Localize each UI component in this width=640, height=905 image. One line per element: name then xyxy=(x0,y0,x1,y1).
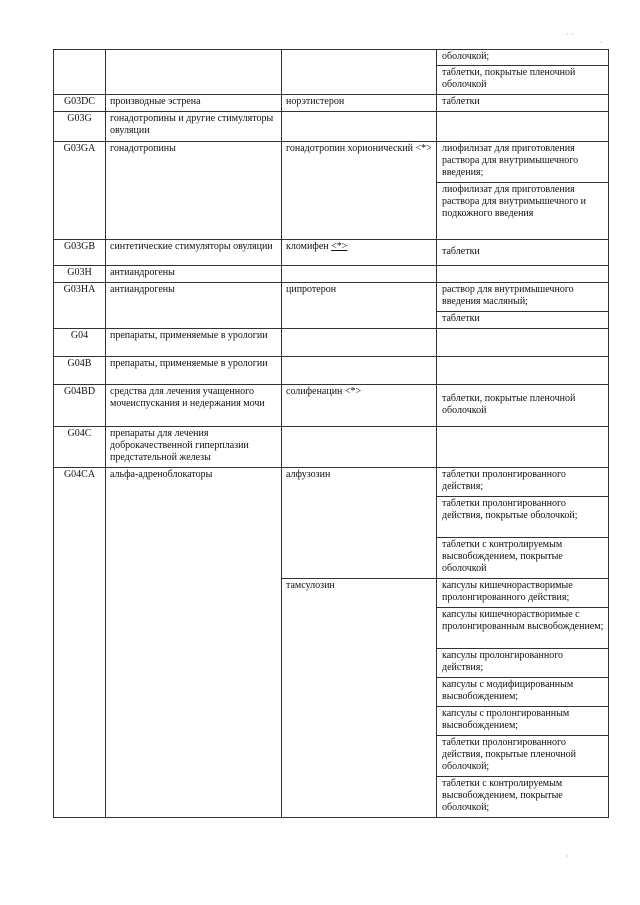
group-cell: средства для лечения учащенного мочеиспускания и недержания мочи xyxy=(106,385,282,427)
atc-code-cell: G04CA xyxy=(54,468,106,579)
drug-cell xyxy=(282,329,437,357)
table-row xyxy=(54,385,609,427)
drug-cell: солифенацин <*> xyxy=(282,385,437,427)
table-row xyxy=(54,142,609,240)
dosage-forms-cell xyxy=(437,427,609,468)
dosage-form-item: таблетки xyxy=(442,96,480,107)
scan-speck: · xyxy=(566,852,569,861)
table-row xyxy=(54,112,609,142)
drug-cell xyxy=(282,50,437,95)
dosage-forms-cell xyxy=(437,357,609,385)
atc-code-cell: G03HA xyxy=(54,283,106,329)
dosage-form-item xyxy=(437,357,608,359)
dosage-forms-cell xyxy=(437,468,609,579)
scan-speck: · xyxy=(600,38,603,47)
dosage-form-item: капсулы с пролонгированным высвобождением; xyxy=(437,706,608,735)
dosage-forms-cell xyxy=(437,283,609,329)
dosage-form-item: таблетки с контролируемым высвобождением, покрытые оболочкой xyxy=(437,537,608,578)
table-row xyxy=(54,427,609,468)
drug-cell xyxy=(282,240,437,266)
table-row xyxy=(54,240,609,266)
dosage-form-item: таблетки xyxy=(442,246,480,257)
group-cell: синтетические стимуляторы овуляции xyxy=(106,240,282,266)
atc-code-cell xyxy=(54,50,106,95)
dosage-form-item: капсулы пролонгированного действия; xyxy=(437,648,608,677)
atc-code-cell: G04 xyxy=(54,329,106,357)
dosage-form-item: лиофилизат для приготовления раствора для внутримышечного введения; xyxy=(442,143,579,178)
drug-table xyxy=(53,49,609,818)
table-row xyxy=(54,266,609,283)
table-row xyxy=(54,283,609,329)
atc-code-cell: G03DC xyxy=(54,95,106,112)
table-row xyxy=(54,329,609,357)
group-cell: препараты для лечения доброкачественной гиперплазии предстательной железы xyxy=(106,427,282,468)
dosage-form-item: таблетки, покрытые пленочной оболочкой xyxy=(442,393,576,416)
dosage-form-item: таблетки, покрытые пленочной оболочкой xyxy=(437,65,608,94)
footnote-mark: <*> xyxy=(331,241,348,252)
atc-code-cell: G03GA xyxy=(54,142,106,240)
group-cell xyxy=(106,579,282,818)
drug-cell: алфузозин xyxy=(282,468,437,579)
dosage-form-item: таблетки пролонгированного действия, покрытые пленочной оболочкой; xyxy=(437,735,608,776)
dosage-form-item: таблетки с контролируемым высвобождением, покрытые оболочкой; xyxy=(437,776,608,817)
atc-code-cell: G03GB xyxy=(54,240,106,266)
drug-cell xyxy=(282,357,437,385)
drug-cell xyxy=(282,266,437,283)
dosage-forms-cell xyxy=(437,329,609,357)
scan-speck: · · xyxy=(566,30,574,39)
group-cell: гонадотропины и другие стимуляторы овуляции xyxy=(106,112,282,142)
atc-code-cell: G03H xyxy=(54,266,106,283)
group-cell: производные эстрена xyxy=(106,95,282,112)
group-cell: препараты, применяемые в урологии xyxy=(106,329,282,357)
group-cell xyxy=(106,50,282,95)
drug-cell: гонадотропин хорионический <*> xyxy=(282,142,437,240)
dosage-forms-cell xyxy=(437,385,609,427)
atc-code-cell xyxy=(54,579,106,818)
dosage-form-item: таблетки пролонгированного действия; xyxy=(442,469,566,492)
drug-cell: ципротерон xyxy=(282,283,437,329)
atc-code-cell: G04BD xyxy=(54,385,106,427)
dosage-form-item xyxy=(437,266,608,268)
group-cell: альфа-адреноблокаторы xyxy=(106,468,282,579)
drug-name: кломифен xyxy=(286,241,329,252)
atc-code-cell: G04C xyxy=(54,427,106,468)
group-cell: антиандрогены xyxy=(106,266,282,283)
atc-code-cell: G04B xyxy=(54,357,106,385)
dosage-form-item: оболочкой; xyxy=(442,51,490,62)
dosage-form-item: таблетки пролонгированного действия, покрытые оболочкой; xyxy=(437,496,608,537)
dosage-forms-cell xyxy=(437,240,609,266)
table-row xyxy=(54,468,609,579)
dosage-form-item: таблетки xyxy=(437,311,608,326)
dosage-forms-cell xyxy=(437,142,609,240)
table-row xyxy=(54,50,609,95)
dosage-form-item: капсулы с модифицированным высвобождением; xyxy=(437,677,608,706)
drug-cell: норэтистерон xyxy=(282,95,437,112)
dosage-form-item xyxy=(437,329,608,331)
dosage-forms-cell xyxy=(437,266,609,283)
table-row xyxy=(54,579,609,818)
atc-code-cell: G03G xyxy=(54,112,106,142)
dosage-forms-cell xyxy=(437,50,609,95)
drug-cell: тамсулозин xyxy=(282,579,437,818)
dosage-form-item xyxy=(437,427,608,429)
table-row xyxy=(54,357,609,385)
drug-cell xyxy=(282,427,437,468)
dosage-forms-cell xyxy=(437,579,609,818)
table-row xyxy=(54,95,609,112)
dosage-form-item: лиофилизат для приготовления раствора для внутримышечного и подкожного введения xyxy=(437,182,608,237)
group-cell: антиандрогены xyxy=(106,283,282,329)
group-cell: препараты, применяемые в урологии xyxy=(106,357,282,385)
dosage-form-item: капсулы кишечнорастворимые с пролонгированным высвобождением; xyxy=(437,607,608,648)
dosage-forms-cell xyxy=(437,95,609,112)
dosage-form-item: капсулы кишечнорастворимые пролонгированного действия; xyxy=(442,580,573,603)
dosage-form-item: раствор для внутримышечного введения масляный; xyxy=(442,284,574,307)
group-cell: гонадотропины xyxy=(106,142,282,240)
dosage-form-item xyxy=(437,112,608,114)
drug-cell xyxy=(282,112,437,142)
dosage-forms-cell xyxy=(437,112,609,142)
